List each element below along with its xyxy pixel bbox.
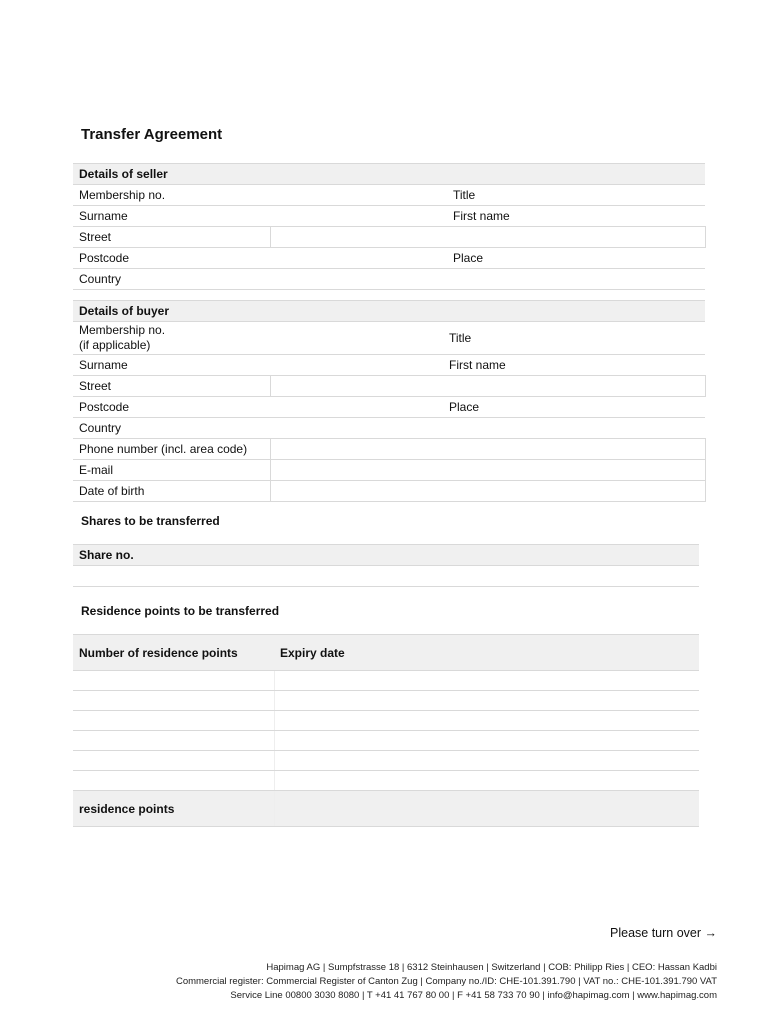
- seller-header-row: [73, 164, 705, 185]
- buyer-dob-label: Date of birth: [73, 481, 270, 502]
- expiry-column-header: Expiry date: [274, 635, 699, 671]
- points-field[interactable]: [73, 731, 274, 751]
- buyer-title-label: Title: [449, 330, 472, 345]
- points-field[interactable]: [73, 751, 274, 771]
- buyer-email-label: E-mail: [73, 460, 270, 481]
- seller-country-field[interactable]: [270, 269, 705, 290]
- points-field[interactable]: [73, 671, 274, 691]
- buyer-membership-label: [73, 322, 270, 355]
- points-row: [73, 771, 699, 791]
- seller-first-name-label: First name: [453, 209, 510, 223]
- seller-surname-field[interactable]: [270, 206, 440, 227]
- buyer-postcode-field[interactable]: [270, 397, 440, 418]
- points-header-row: [73, 635, 699, 671]
- seller-place-label: Place: [453, 251, 484, 265]
- buyer-heading: Details of buyer: [73, 301, 705, 322]
- buyer-postcode-row: [73, 397, 705, 418]
- shares-header-row: [73, 545, 699, 566]
- buyer-phone-field[interactable]: [270, 439, 705, 460]
- expiry-field[interactable]: [274, 751, 699, 771]
- buyer-dob-row: [73, 481, 705, 502]
- buyer-header-row: [73, 301, 705, 322]
- seller-postcode-label: Postcode: [73, 248, 270, 269]
- buyer-surname-row: [73, 355, 705, 376]
- seller-street-label: Street: [73, 227, 270, 248]
- points-column-header: Number of residence points: [73, 635, 274, 671]
- buyer-membership-field[interactable]: [270, 322, 440, 355]
- buyer-postcode-label: Postcode: [73, 397, 270, 418]
- seller-country-row: [73, 269, 705, 290]
- buyer-country-label: Country: [73, 418, 270, 439]
- seller-street-field[interactable]: [270, 227, 705, 248]
- buyer-street-label: Street: [73, 376, 270, 397]
- expiry-field[interactable]: [274, 771, 699, 791]
- page-title: Transfer Agreement: [81, 126, 223, 143]
- buyer-country-row: [73, 418, 705, 439]
- points-field[interactable]: [73, 771, 274, 791]
- points-row: [73, 711, 699, 731]
- points-field[interactable]: [73, 691, 274, 711]
- points-row: [73, 751, 699, 771]
- expiry-field[interactable]: [274, 671, 699, 691]
- points-total-field[interactable]: [274, 791, 699, 827]
- seller-country-label: Country: [73, 269, 270, 290]
- buyer-email-row: [73, 460, 705, 481]
- seller-surname-label: Surname: [73, 206, 270, 227]
- buyer-dob-field[interactable]: [270, 481, 705, 502]
- seller-postcode-field[interactable]: [270, 248, 440, 269]
- footer: [176, 961, 717, 1003]
- buyer-membership-note: (if applicable): [79, 338, 151, 352]
- buyer-phone-label: Phone number (incl. area code): [73, 439, 270, 460]
- buyer-email-field[interactable]: [270, 460, 705, 481]
- buyer-place-label: Place: [449, 400, 480, 414]
- points-total-label: residence points: [73, 791, 274, 827]
- buyer-title-field[interactable]: [440, 322, 705, 355]
- seller-surname-row: [73, 206, 705, 227]
- buyer-phone-row: [73, 439, 705, 460]
- points-row: [73, 691, 699, 711]
- points-heading: Residence points to be transferred: [81, 604, 280, 618]
- seller-postcode-row: [73, 248, 705, 269]
- share-no-column-header: Share no.: [73, 545, 699, 566]
- buyer-place-field[interactable]: [440, 397, 705, 418]
- expiry-field[interactable]: [274, 711, 699, 731]
- buyer-first-name-label: First name: [449, 358, 506, 372]
- buyer-country-field[interactable]: [270, 418, 705, 439]
- points-row: [73, 731, 699, 751]
- buyer-first-name-field[interactable]: [440, 355, 705, 376]
- expiry-field[interactable]: [274, 691, 699, 711]
- seller-details-table: [73, 163, 706, 290]
- footer-line-2: Commercial register: Commercial Register of Canton Zug | Company no./ID: CHE-101.391.790 | VAT no.: CHE-101.391.790 VAT: [175, 976, 717, 987]
- buyer-street-row: [73, 376, 705, 397]
- shares-heading: Shares to be transferred: [81, 514, 220, 528]
- share-no-field[interactable]: [73, 566, 699, 587]
- seller-membership-field[interactable]: [270, 185, 440, 206]
- points-table: [73, 634, 699, 827]
- buyer-membership-row: [73, 322, 705, 355]
- buyer-membership-label-text: Membership no.: [79, 323, 166, 337]
- seller-title-label: Title: [453, 188, 476, 202]
- points-field[interactable]: [73, 711, 274, 731]
- seller-heading: Details of seller: [73, 164, 705, 185]
- seller-street-row: [73, 227, 705, 248]
- footer-line-3: Service Line 00800 3030 8080 | T +41 41 767 80 00 | F +41 58 733 70 90 | info@hapimag.com | www.hapimag.com: [230, 990, 717, 1001]
- buyer-surname-field[interactable]: [270, 355, 440, 376]
- footer-line-1: Hapimag AG | Sumpfstrasse 18 | 6312 Steinhausen | Switzerland | COB: Philipp Ries | CEO: Hassan Kadbi: [266, 962, 717, 973]
- buyer-details-table: [73, 300, 706, 502]
- turn-over-note: Please turn over →: [610, 926, 717, 940]
- expiry-field[interactable]: [274, 731, 699, 751]
- share-no-row: [73, 566, 699, 587]
- buyer-surname-label: Surname: [73, 355, 270, 376]
- buyer-street-field[interactable]: [270, 376, 705, 397]
- points-row: [73, 671, 699, 691]
- seller-membership-row: [73, 185, 705, 206]
- seller-place-field[interactable]: [440, 248, 705, 269]
- shares-table: [73, 544, 699, 587]
- seller-membership-label: Membership no.: [73, 185, 270, 206]
- seller-first-name-field[interactable]: [440, 206, 705, 227]
- seller-title-field[interactable]: [440, 185, 705, 206]
- points-total-row: [73, 791, 699, 827]
